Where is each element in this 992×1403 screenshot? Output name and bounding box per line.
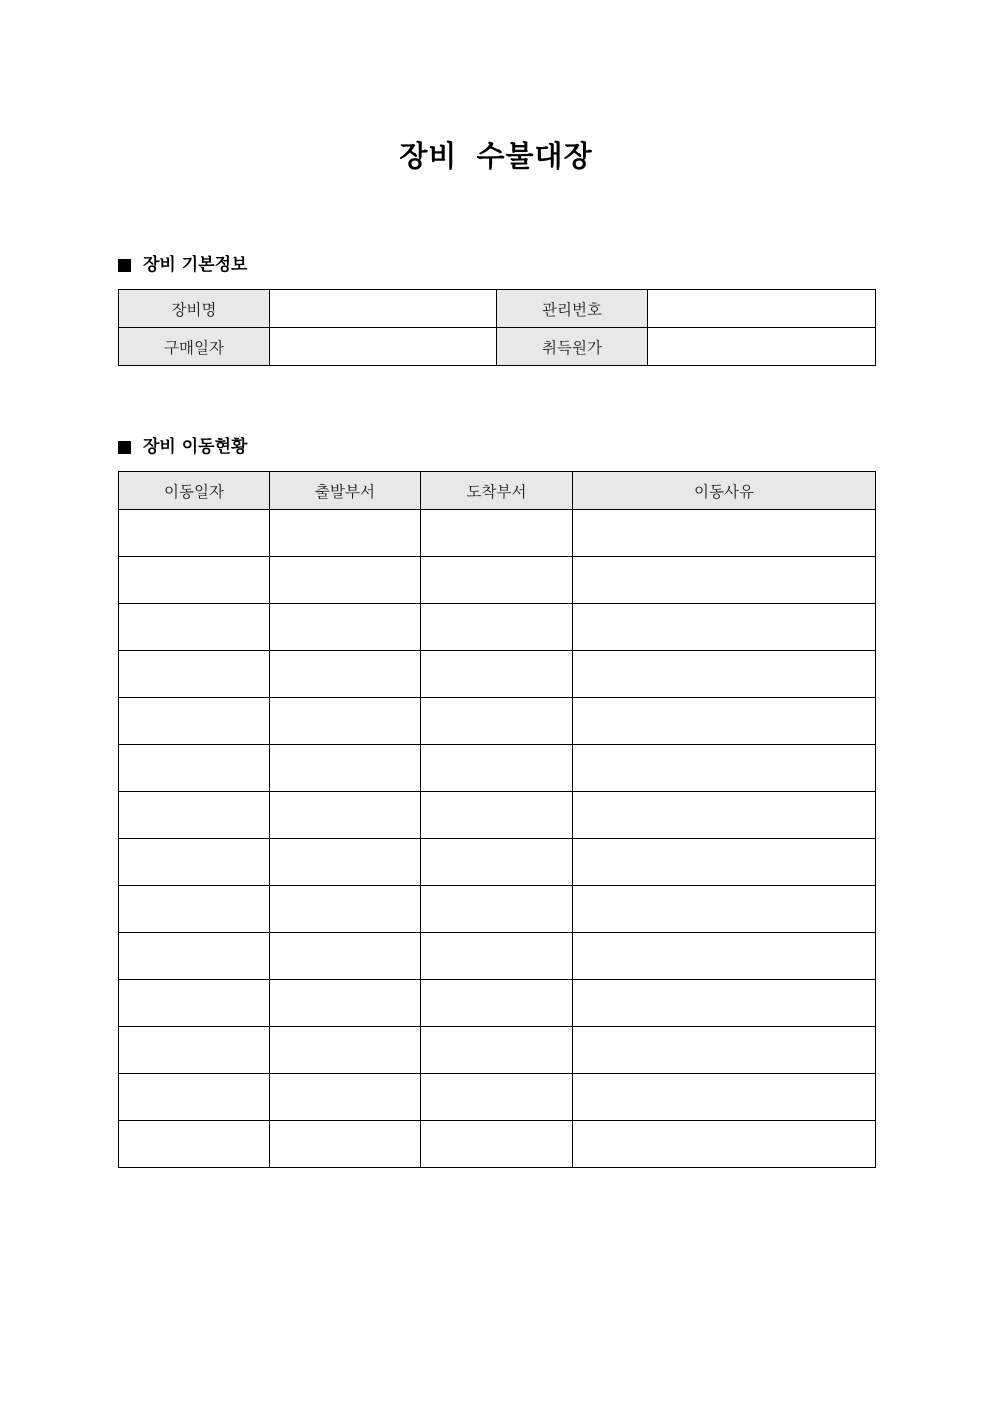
origin-dept-cell[interactable]	[270, 792, 421, 839]
origin-dept-cell[interactable]	[270, 980, 421, 1027]
origin-dept-cell[interactable]	[270, 510, 421, 557]
acquisition-cost-label: 취득원가	[497, 328, 648, 366]
move-reason-cell[interactable]	[573, 886, 876, 933]
destination-dept-cell[interactable]	[421, 980, 573, 1027]
movement-heading	[118, 436, 247, 458]
column-header-destination-dept: 도착부서	[421, 472, 573, 510]
purchase-date-label: 구매일자	[119, 328, 270, 366]
move-reason-cell[interactable]	[573, 933, 876, 980]
move-reason-cell[interactable]	[573, 792, 876, 839]
table-row	[119, 933, 876, 980]
table-row	[119, 745, 876, 792]
origin-dept-cell[interactable]	[270, 698, 421, 745]
move-reason-cell[interactable]	[573, 1121, 876, 1168]
destination-dept-cell[interactable]	[421, 886, 573, 933]
move-reason-cell[interactable]	[573, 698, 876, 745]
destination-dept-cell[interactable]	[421, 745, 573, 792]
square-bullet-icon	[118, 259, 131, 272]
move-reason-cell[interactable]	[573, 839, 876, 886]
move-date-cell[interactable]	[119, 1121, 270, 1168]
table-row	[119, 980, 876, 1027]
table-row	[119, 510, 876, 557]
move-reason-cell[interactable]	[573, 651, 876, 698]
movement-heading-text: 장비 이동현황	[143, 437, 248, 457]
table-row	[119, 604, 876, 651]
purchase-date-field[interactable]	[270, 328, 497, 366]
move-date-cell[interactable]	[119, 510, 270, 557]
destination-dept-cell[interactable]	[421, 839, 573, 886]
move-date-cell[interactable]	[119, 557, 270, 604]
move-date-cell[interactable]	[119, 698, 270, 745]
column-header-move-reason: 이동사유	[573, 472, 876, 510]
origin-dept-cell[interactable]	[270, 1121, 421, 1168]
move-date-cell[interactable]	[119, 1074, 270, 1121]
movement-table	[118, 471, 876, 1168]
table-row	[119, 1027, 876, 1074]
move-date-cell[interactable]	[119, 792, 270, 839]
origin-dept-cell[interactable]	[270, 933, 421, 980]
square-bullet-icon	[118, 441, 131, 454]
table-row	[119, 290, 876, 328]
move-date-cell[interactable]	[119, 980, 270, 1027]
table-row	[119, 557, 876, 604]
equipment-name-field[interactable]	[270, 290, 497, 328]
origin-dept-cell[interactable]	[270, 886, 421, 933]
move-date-cell[interactable]	[119, 839, 270, 886]
basic-info-heading	[118, 254, 247, 276]
origin-dept-cell[interactable]	[270, 1074, 421, 1121]
destination-dept-cell[interactable]	[421, 792, 573, 839]
destination-dept-cell[interactable]	[421, 604, 573, 651]
page-title: 장비 수불대장	[399, 139, 593, 173]
equipment-name-label: 장비명	[119, 290, 270, 328]
origin-dept-cell[interactable]	[270, 839, 421, 886]
destination-dept-cell[interactable]	[421, 933, 573, 980]
move-reason-cell[interactable]	[573, 604, 876, 651]
move-reason-cell[interactable]	[573, 1027, 876, 1074]
table-row	[119, 886, 876, 933]
acquisition-cost-field[interactable]	[648, 328, 876, 366]
table-row	[119, 1074, 876, 1121]
destination-dept-cell[interactable]	[421, 698, 573, 745]
destination-dept-cell[interactable]	[421, 1121, 573, 1168]
basic-info-heading-text: 장비 기본정보	[143, 255, 248, 275]
move-date-cell[interactable]	[119, 933, 270, 980]
column-header-origin-dept: 출발부서	[270, 472, 421, 510]
destination-dept-cell[interactable]	[421, 510, 573, 557]
destination-dept-cell[interactable]	[421, 557, 573, 604]
table-row	[119, 651, 876, 698]
origin-dept-cell[interactable]	[270, 651, 421, 698]
move-date-cell[interactable]	[119, 886, 270, 933]
origin-dept-cell[interactable]	[270, 1027, 421, 1074]
destination-dept-cell[interactable]	[421, 651, 573, 698]
move-date-cell[interactable]	[119, 651, 270, 698]
origin-dept-cell[interactable]	[270, 557, 421, 604]
move-date-cell[interactable]	[119, 604, 270, 651]
move-reason-cell[interactable]	[573, 980, 876, 1027]
destination-dept-cell[interactable]	[421, 1074, 573, 1121]
destination-dept-cell[interactable]	[421, 1027, 573, 1074]
table-header-row	[119, 472, 876, 510]
origin-dept-cell[interactable]	[270, 604, 421, 651]
move-reason-cell[interactable]	[573, 1074, 876, 1121]
table-row	[119, 792, 876, 839]
table-row	[119, 839, 876, 886]
table-row	[119, 698, 876, 745]
column-header-move-date: 이동일자	[119, 472, 270, 510]
move-reason-cell[interactable]	[573, 510, 876, 557]
move-reason-cell[interactable]	[573, 557, 876, 604]
move-date-cell[interactable]	[119, 745, 270, 792]
basic-info-table	[118, 289, 876, 366]
management-number-label: 관리번호	[497, 290, 648, 328]
origin-dept-cell[interactable]	[270, 745, 421, 792]
move-reason-cell[interactable]	[573, 745, 876, 792]
management-number-field[interactable]	[648, 290, 876, 328]
move-date-cell[interactable]	[119, 1027, 270, 1074]
table-row	[119, 328, 876, 366]
table-row	[119, 1121, 876, 1168]
